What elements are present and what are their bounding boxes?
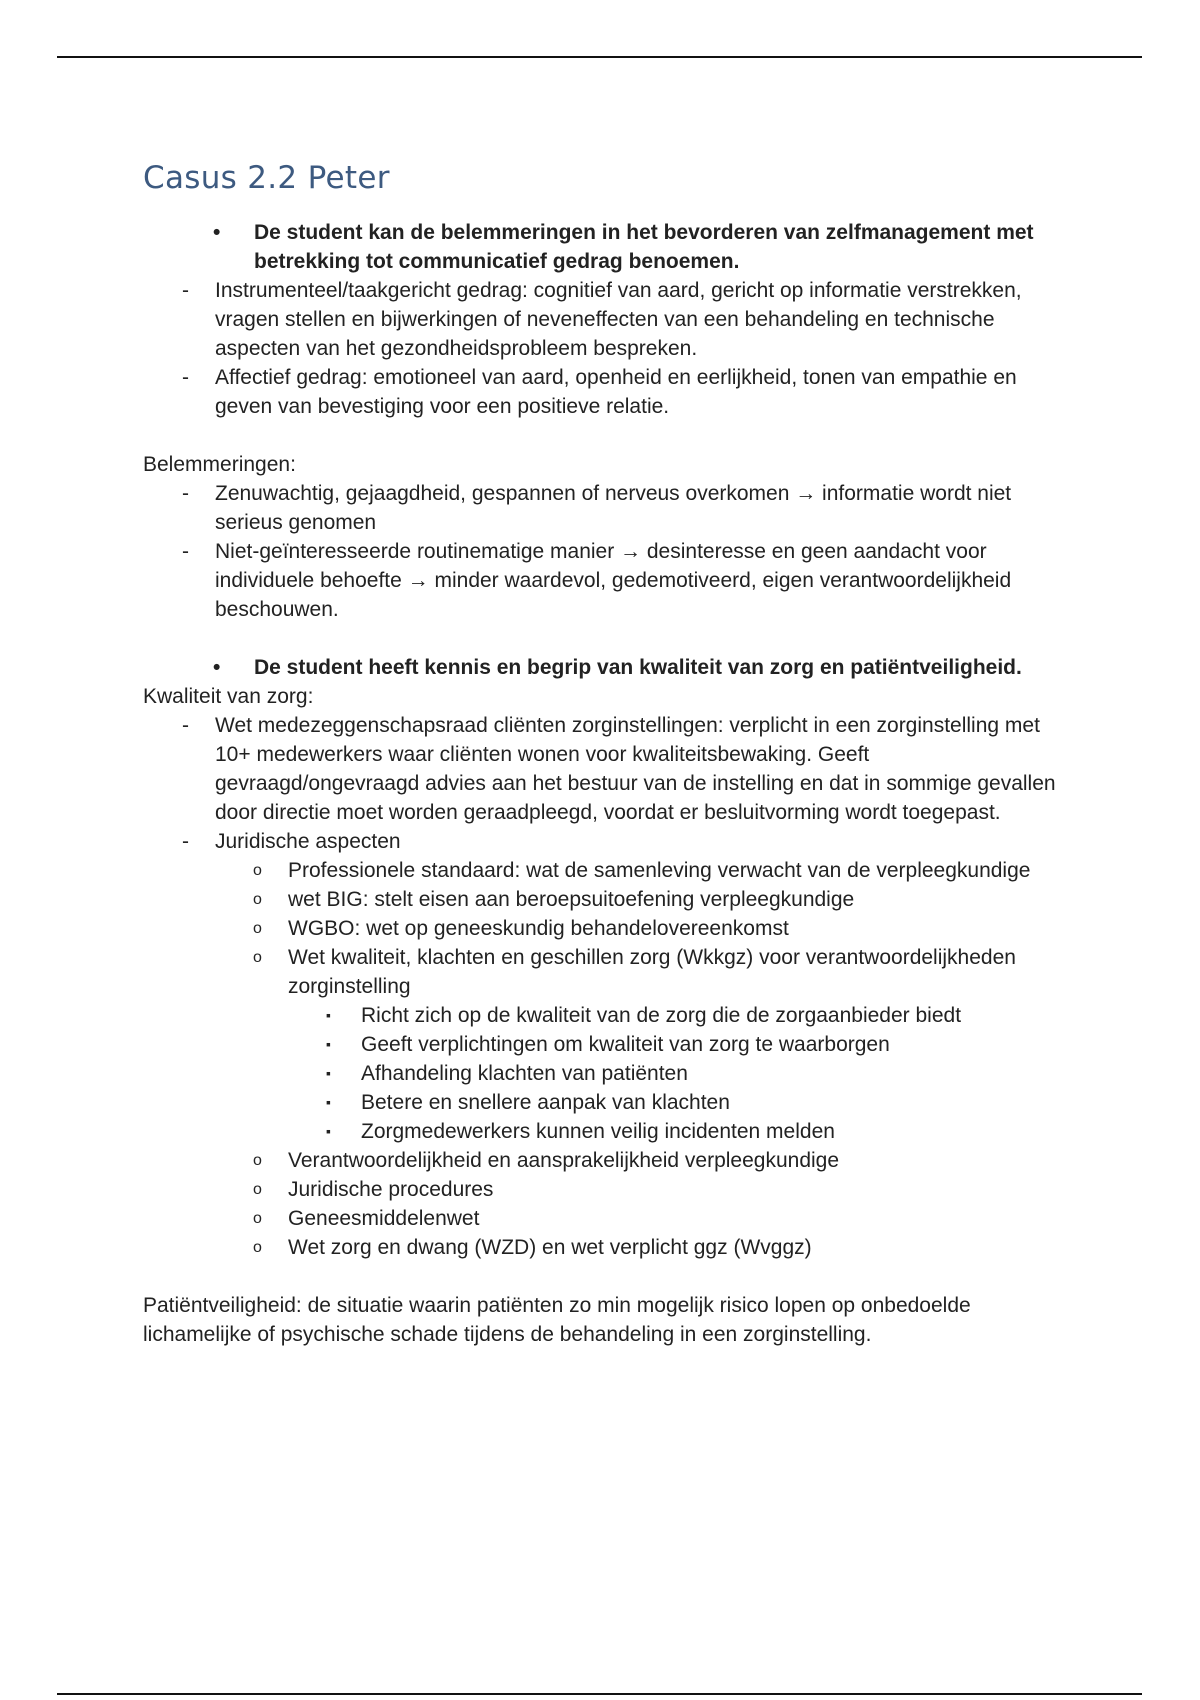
list-item: - Affectief gedrag: emotioneel van aard, openheid en eerlijkheid, tonen van empathie en geven van bevestiging voor een positieve relatie.: [143, 363, 1063, 421]
circle-marker: o: [253, 862, 262, 879]
sub-list-item: o Verantwoordelijkheid en aansprakelijkheid verpleegkundige: [143, 1146, 1063, 1175]
square-marker: ▪: [326, 1094, 331, 1110]
list-item: - Zenuwachtig, gejaagdheid, gespannen of nerveus overkomen → informatie wordt niet serieus genomen: [143, 479, 1063, 537]
sub-list-item: o WGBO: wet op geneeskundig behandelovereenkomst: [143, 914, 1063, 943]
circle-marker: o: [253, 949, 262, 966]
sub-list-item: o wet BIG: stelt eisen aan beroepsuitoefening verpleegkundige: [143, 885, 1063, 914]
sub-list-item: o Juridische procedures: [143, 1175, 1063, 1204]
dash-marker: -: [182, 830, 189, 853]
circle-marker: o: [253, 1152, 262, 1169]
dash-marker: -: [182, 279, 189, 302]
square-marker: ▪: [326, 1007, 331, 1023]
learning-goal-1: • De student kan de belemmeringen in het bevorderen van zelfmanagement met betrekking tot communicatief gedrag benoemen.: [143, 218, 1063, 276]
sub-sub-list-item: ▪ Richt zich op de kwaliteit van de zorg die de zorgaanbieder biedt: [143, 1001, 1063, 1030]
square-marker: ▪: [326, 1065, 331, 1081]
circle-marker: o: [253, 1181, 262, 1198]
patientveiligheid-paragraph: Patiëntveiligheid: de situatie waarin patiënten zo min mogelijk risico lopen op onbedoelde lichamelijke of psychische schade tijdens de behandeling in een zorginstelling.: [143, 1294, 971, 1346]
circle-marker: o: [253, 920, 262, 937]
header-rule: [57, 56, 1142, 58]
page-title: Casus 2.2 Peter: [143, 160, 390, 196]
dash-marker: -: [182, 714, 189, 737]
sub-list-item: o Wet zorg en dwang (WZD) en wet verplicht ggz (Wvggz): [143, 1233, 1063, 1262]
dash-marker: -: [182, 540, 189, 563]
square-marker: ▪: [326, 1123, 331, 1139]
circle-marker: o: [253, 1239, 262, 1256]
sub-sub-list-item: ▪ Zorgmedewerkers kunnen veilig incidenten melden: [143, 1117, 1063, 1146]
kwaliteit-heading: Kwaliteit van zorg:: [143, 685, 314, 708]
list-item: - Wet medezeggenschapsraad cliënten zorginstellingen: verplicht in een zorginstelling met 10+ medewerkers waar cliënten wonen voor kwaliteitsbewaking. Geeft gevraagd/ongevraagd advies aan het bestuur van de instelling en dat in sommige gevallen door directie moet worden geraadpleegd, voordat er besluitvorming wordt toegepast.: [143, 711, 1063, 827]
sub-list-item: o Professionele standaard: wat de samenleving verwacht van de verpleegkundige: [143, 856, 1063, 885]
square-marker: ▪: [326, 1036, 331, 1052]
list-item: - Niet-geïnteresseerde routinematige manier → desinteresse en geen aandacht voor individuele behoefte → minder waardevol, gedemotiveerd, eigen verantwoordelijkheid beschouwen.: [143, 537, 1063, 624]
bullet-marker: •: [213, 656, 221, 679]
footer-rule: [57, 1693, 1142, 1695]
belemmeringen-heading: Belemmeringen:: [143, 453, 296, 476]
dash-marker: -: [182, 482, 189, 505]
sub-sub-list-item: ▪ Geeft verplichtingen om kwaliteit van zorg te waarborgen: [143, 1030, 1063, 1059]
sub-sub-list-item: ▪ Betere en snellere aanpak van klachten: [143, 1088, 1063, 1117]
sub-sub-list-item: ▪ Afhandeling klachten van patiënten: [143, 1059, 1063, 1088]
list-item: - Juridische aspecten: [143, 827, 1063, 856]
dash-marker: -: [182, 366, 189, 389]
bullet-marker: •: [213, 221, 221, 244]
sub-list-item: o Wet kwaliteit, klachten en geschillen zorg (Wkkgz) voor verantwoordelijkheden zorginstelling: [143, 943, 1063, 1001]
list-item: - Instrumenteel/taakgericht gedrag: cognitief van aard, gericht op informatie verstrekken, vragen stellen en bijwerkingen of neveneffecten van een behandeling en technische aspecten van het gezondheidsprobleem bespreken.: [143, 276, 1063, 363]
circle-marker: o: [253, 891, 262, 908]
circle-marker: o: [253, 1210, 262, 1227]
document-body: [143, 160, 1063, 1349]
learning-goal-2: • De student heeft kennis en begrip van kwaliteit van zorg en patiëntveiligheid.: [143, 653, 1063, 682]
sub-list-item: o Geneesmiddelenwet: [143, 1204, 1063, 1233]
